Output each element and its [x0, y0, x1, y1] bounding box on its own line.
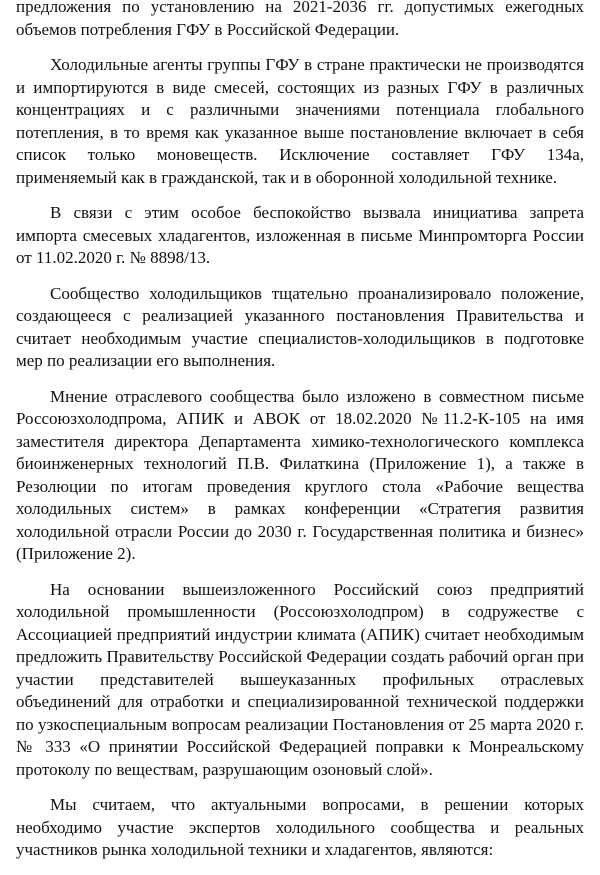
paragraph-industry-opinion: Мнение отраслевого сообщества было изложено в совместном письме Россоюзхолодпрома, АПИК и АВОК от 18.02.2020 №11.2-К-105 на имя заместителя директора Департамента химико-технологического комплекса биоинженерных технологий П.В. Филаткина (Приложение 1), а также в Резолюции по итогам проведения круглого стола «Рабочие вещества холодильных систем» в рамках конференции «Стратегия развития холодильной отрасли России до 2030 г. Государственная политика и бизнес» (Приложение 2).	[16, 386, 584, 563]
paragraph-hfc-mixtures: Холодильные агенты группы ГФУ в стране практически не производятся и импортируются в виде смесей, состоящих из разных ГФУ в различных концентрациях и с различными значениями потенциала глобального потепления, в то время как указанное выше постановление включает в себя список только моновеществ. Исключение составляет ГФУ 134а, применяемый как в гражданской, так и в оборонной холодильной технике.	[16, 55, 584, 187]
paragraph-continuation: предложения по установлению на 2021-2036 гг. допустимых ежегодных объемов потребления ГФУ в Российской Федерации.	[16, 0, 584, 39]
paragraph-working-body-proposal: На основании вышеизложенного Российский союз предприятий холодильной промышленности (Россоюзхолодпром) в содружестве с Ассоциацией предприятий индустрии климата (АПИК) считает необходимым предложить Правительству Российской Федерации создать рабочий орган при участии представителей вышеуказанных профильных отраслевых объединений для отработки и специализированной технической поддержки по узкоспециальным вопросам реализации Постановления от 25 марта 2020 г. № 333 «О принятии Российской Федерацией поправки к Монреальскому протоколу по веществам, разрушающим озоновый слой».	[16, 579, 584, 779]
paragraph-community-analysis: Сообщество холодильщиков тщательно проанализировало положение, создающееся с реализацией указанного постановления Правительства и считает необходимым участие специалистов-холодильщиков в подготовке мер по реализации его выполнения.	[16, 283, 584, 370]
paragraph-import-ban-concern: В связи с этим особое беспокойство вызвала инициатива запрета импорта смесевых хладагентов, изложенная в письме Минпромторга России от 11.02.2020 г. № 8898/13.	[16, 203, 584, 267]
paragraph-key-issues-intro: Мы считаем, что актуальными вопросами, в решении которых необходимо участие экспертов холодильного сообщества и реальных участников рынка холодильной техники и хладагентов, являются:	[16, 795, 584, 859]
document-page	[16, 0, 584, 875]
